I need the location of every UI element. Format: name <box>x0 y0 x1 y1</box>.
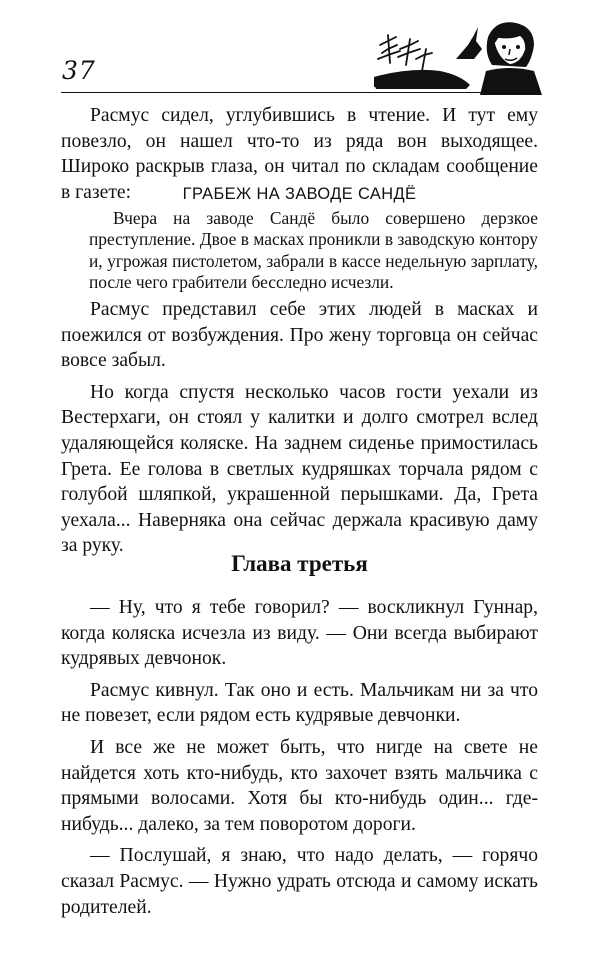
page-number: 37 <box>62 56 96 85</box>
paragraph: — Ну, что я тебе говорил? — воскликнул Гуннар, когда коляска исчезла из виду. — Они всегда выбирают кудрявых девчонок. <box>61 597 538 670</box>
paragraph: Расмус кивнул. Так оно и есть. Мальчикам ни за что не повезет, если рядом есть кудрявые девчонки. <box>61 679 538 727</box>
paragraph: Но когда спустя несколько часов гости уехали из Вестерхаги, он стоял у калитки и долго смотрел вслед удаляющейся коляске. На заднем сиденье примостилась Грета. Ее голова в светлых кудряшках торчала рядом с голубой шляпкой, украшенной перышками. Да, Грета уехала... Наверняка она сейчас держала красивую даму за руку. <box>61 381 538 557</box>
chapter-title: Глава третья <box>231 551 368 576</box>
chapter-text <box>61 595 538 920</box>
paragraph: Расмус представил себе этих людей в масках и поежился от возбуждения. Про жену торговца он сейчас вовсе забыл. <box>61 299 538 372</box>
header-rule <box>61 92 540 93</box>
paragraph: И все же не может быть, что нигде на свете не найдется хоть кто-нибудь, кто захочет взять мальчика с прямыми волосами. Хотя бы кто-нибудь один... где-нибудь... далеко, за тем поворотом дороги. <box>61 736 538 835</box>
news-text: Вчера на заводе Сандё было совершено дерзкое преступление. Двое в масках проникли в заводскую контору и, угрожая пистолетом, забрали в кассе недельную зарплату, после чего грабители бесследно исчезли. <box>89 208 538 292</box>
news-headline: ГРАБЕЖ НА ЗАВОДЕ САНДЁ <box>182 185 417 203</box>
paragraph: Расмус сидел, углубившись в чтение. И тут ему повезло, он нашел что-то из ряда вон выходящее. Широко раскрыв глаза, он читал по складам сообщение в газете: <box>61 105 538 203</box>
news-article <box>89 208 538 293</box>
paragraph: — Послушай, я знаю, что надо делать, — горячо сказал Расмус. — Нужно удрать отсюда и самому искать родителей. <box>61 845 538 918</box>
boy-portrait-illustration <box>370 15 542 95</box>
middle-text <box>61 297 538 559</box>
